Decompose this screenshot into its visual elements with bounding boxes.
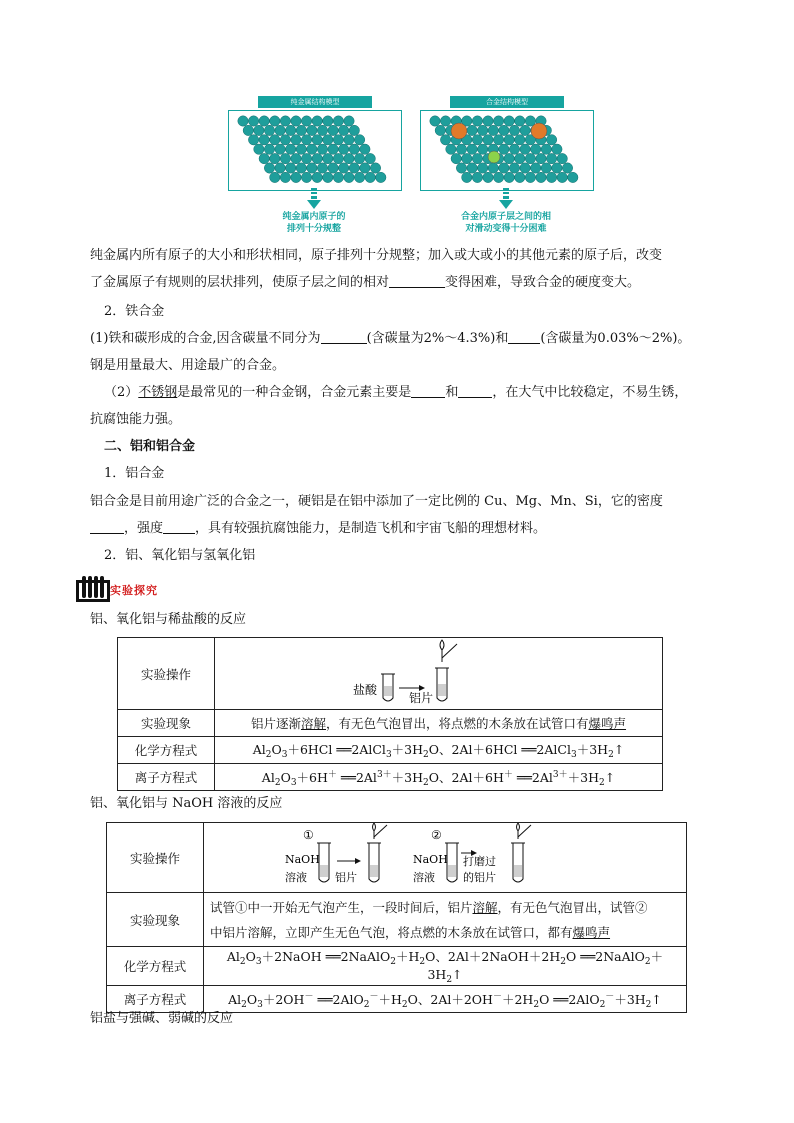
- caption-line: 合金内原子层之间的相: [460, 212, 551, 222]
- atom-ball: [317, 144, 327, 154]
- atom-ball: [301, 153, 311, 163]
- naoh-label: NaOH: [285, 853, 320, 866]
- atom-ball: [488, 163, 498, 173]
- operation-cell: [215, 638, 663, 710]
- atom-ball: [370, 163, 380, 173]
- atom-ball: [259, 135, 269, 145]
- atom-ball: [478, 144, 488, 154]
- atom-ball: [333, 172, 343, 182]
- naoh-reaction-table: [106, 822, 687, 1013]
- atom-ball: [467, 163, 477, 173]
- atom-ball: [552, 144, 562, 154]
- fill-blank[interactable]: [411, 383, 445, 398]
- atom-ball: [525, 153, 535, 163]
- polished-label: 打磨过: [463, 855, 496, 868]
- atom-ball: [344, 135, 354, 145]
- atom-ball: [478, 163, 488, 173]
- atom-ball: [520, 163, 530, 173]
- pure-metal-figure: [228, 96, 402, 191]
- atom-ball: [296, 144, 306, 154]
- table-row: [107, 947, 687, 986]
- text-span: 铝片逐渐: [250, 716, 301, 731]
- atom-ball: [248, 116, 258, 126]
- atom-ball: [349, 144, 359, 154]
- polished-label: 的铝片: [463, 871, 496, 884]
- atom-ball: [488, 125, 498, 135]
- table-row: [107, 823, 687, 893]
- foreign-atom-ball: [531, 123, 547, 139]
- atom-ball: [312, 153, 322, 163]
- atom-ball: [462, 172, 472, 182]
- alloy-caption: [426, 211, 586, 235]
- atom-ball: [568, 172, 578, 182]
- atom-ball: [531, 144, 541, 154]
- atom-ball: [546, 153, 556, 163]
- atom-ball: [354, 135, 364, 145]
- text-span: ，强度: [124, 521, 164, 536]
- row-label: 化学方程式: [118, 737, 215, 764]
- atom-ball: [365, 172, 375, 182]
- pure-metal-figure-box: [228, 110, 402, 191]
- atom-ball: [493, 116, 503, 126]
- atom-ball: [312, 172, 322, 182]
- atom-ball: [472, 135, 482, 145]
- atom-ball: [467, 144, 477, 154]
- atom-ball: [509, 144, 519, 154]
- atom-ball: [291, 116, 301, 126]
- atom-ball: [312, 135, 322, 145]
- atom-ball: [323, 116, 333, 126]
- atom-ball: [307, 125, 317, 135]
- atom-ball: [472, 153, 482, 163]
- atom-ball: [354, 153, 364, 163]
- row-label: 实验操作: [118, 638, 215, 710]
- aluminum-label: 铝片: [335, 871, 357, 884]
- tube-number: ②: [431, 828, 442, 842]
- atom-ball: [312, 116, 322, 126]
- atom-ball: [536, 153, 546, 163]
- atom-ball: [504, 172, 514, 182]
- phenomenon-cell: [204, 893, 687, 947]
- atom-ball: [264, 125, 274, 135]
- table-row: [118, 710, 663, 737]
- atom-ball: [541, 144, 551, 154]
- experiment-badge-label: 实验探究: [110, 584, 158, 597]
- atom-ball: [328, 144, 338, 154]
- atom-ball: [557, 172, 567, 182]
- paragraph-line: 抗腐蚀能力强。: [90, 412, 182, 427]
- atom-ball: [493, 172, 503, 182]
- atom-ball: [286, 125, 296, 135]
- row-label: 实验现象: [118, 710, 215, 737]
- operation-cell: [204, 823, 687, 893]
- row-label: 实验现象: [107, 893, 204, 947]
- row-label: 化学方程式: [107, 947, 204, 986]
- naoh-apparatus-diagram: [285, 823, 605, 889]
- atom-ball: [515, 153, 525, 163]
- atom-ball: [259, 116, 269, 126]
- down-arrow-icon: [306, 188, 322, 210]
- atom-ball: [499, 163, 509, 173]
- atom-ball: [430, 116, 440, 126]
- text-span: ，在大气中比较稳定，不易生锈，: [492, 385, 688, 400]
- atom-ball: [557, 153, 567, 163]
- alloy-lattice: [421, 111, 593, 190]
- chemical-equation-cell: $Al_2O_3+2NaOH$ $══2NaAlO_2+H_2O$、$2Al+2NaOH+2H_2O$ $══2NaAlO_2+3H_2↑$: [204, 947, 687, 986]
- atom-ball: [344, 172, 354, 182]
- atom-ball: [238, 116, 248, 126]
- footer-heading: 铝盐与强碱、弱碱的反应: [90, 1011, 234, 1026]
- caption-line: 纯金属内原子的: [282, 212, 346, 222]
- ionic-equation-cell: $Al_2O_3+6H^+$ $══2Al^{3+}+3H_2O$、2Al＋6H＋ $══2Al^{3+}+3H_2↑$: [215, 764, 663, 791]
- atom-ball: [317, 163, 327, 173]
- atom-ball: [307, 144, 317, 154]
- atom-ball: [349, 163, 359, 173]
- test-tube-rack-icon: [76, 574, 110, 604]
- atom-ball: [270, 172, 280, 182]
- atom-ball: [291, 172, 301, 182]
- aluminum-label: 铝片: [408, 691, 433, 705]
- atom-ball: [339, 163, 349, 173]
- fill-blank[interactable]: [321, 329, 367, 344]
- atom-ball: [296, 125, 306, 135]
- row-label: 离子方程式: [107, 986, 204, 1013]
- pure-metal-lattice: [229, 111, 401, 190]
- pure-metal-figure-title: 纯金属结构模型: [258, 96, 372, 108]
- atom-ball: [333, 116, 343, 126]
- experiment-badge: [76, 574, 186, 604]
- table-row: [118, 737, 663, 764]
- atom-ball: [280, 172, 290, 182]
- atom-ball: [520, 144, 530, 154]
- paragraph-line: 铝合金是目前用途广泛的合金之一，硬铝是在铝中添加了一定比例的 Cu、Mg、Mn、Si，它的密度: [90, 494, 663, 509]
- atom-ball: [344, 116, 354, 126]
- atom-ball: [301, 135, 311, 145]
- fill-blank[interactable]: [389, 273, 445, 288]
- atom-ball: [301, 116, 311, 126]
- underlined-term: 爆鸣声: [588, 716, 627, 731]
- atom-ball: [456, 163, 466, 173]
- fill-blank[interactable]: [458, 383, 492, 398]
- text-span: (含碳量为0.03%～2%)。: [540, 331, 691, 346]
- ionic-equation-cell: $Al_2O_3+2OH^-$ $══2AlO_2^-+H_2O$、$2Al+2OH^-+2H_2O$ $══2AlO_2^-+3H_2↑$: [204, 986, 687, 1013]
- atom-ball: [323, 172, 333, 182]
- atom-ball: [339, 144, 349, 154]
- atom-ball: [275, 144, 285, 154]
- acid-apparatus-diagram: [349, 638, 529, 706]
- atom-ball: [270, 153, 280, 163]
- atom-ball: [462, 153, 472, 163]
- tube-number: ①: [303, 828, 314, 842]
- atom-ball: [264, 163, 274, 173]
- text-span: 中铝片溶解，立即产生无色气泡，将点燃的木条放在试管口，都有: [210, 924, 573, 940]
- atom-ball: [472, 172, 482, 182]
- text-span: 是最常见的一种合金钢，合金元素主要是: [177, 385, 412, 400]
- atom-ball: [254, 144, 264, 154]
- atom-ball: [515, 116, 525, 126]
- pure-metal-caption: [234, 211, 394, 235]
- underlined-term: 爆鸣声: [572, 924, 611, 940]
- fill-blank[interactable]: [163, 519, 195, 534]
- phenomenon-line: [210, 895, 680, 920]
- row-label: 离子方程式: [118, 764, 215, 791]
- text-span: ，具有较强抗腐蚀能力，是制造飞机和宇宙飞船的理想材料。: [195, 521, 547, 536]
- text-span: （2）: [104, 385, 139, 400]
- chemical-equation-cell: $Al_2O_3+6HCl$ $══2AlCl_3+3H_2O$、2Al＋6HCl $══2AlCl_3+3H_2↑$: [215, 737, 663, 764]
- atom-ball: [280, 116, 290, 126]
- atom-ball: [349, 125, 359, 135]
- section-heading-iron: 2．铁合金: [104, 304, 165, 319]
- atom-ball: [467, 125, 477, 135]
- alloy-figure-title: 合金结构模型: [450, 96, 564, 108]
- atom-ball: [509, 163, 519, 173]
- atom-ball: [248, 135, 258, 145]
- atom-ball: [483, 172, 493, 182]
- foreign-atom-ball: [488, 151, 500, 163]
- atom-ball: [286, 144, 296, 154]
- atom-ball: [552, 163, 562, 173]
- atom-ball: [446, 144, 456, 154]
- atom-ball: [440, 116, 450, 126]
- solution-label: 溶液: [285, 871, 307, 884]
- row-label: 实验操作: [107, 823, 204, 893]
- text-span: 变得困难，导致合金的硬度变大。: [445, 275, 641, 290]
- atom-ball: [360, 163, 370, 173]
- atom-ball: [504, 116, 514, 126]
- foreign-atom-ball: [451, 123, 467, 139]
- atom-ball: [478, 125, 488, 135]
- atom-ball: [451, 153, 461, 163]
- atom-ball: [275, 163, 285, 173]
- atom-ball: [317, 125, 327, 135]
- text-span: (含碳量为2%～4.3%)和: [366, 331, 509, 346]
- atom-ball: [280, 153, 290, 163]
- atom-ball: [296, 163, 306, 173]
- atom-ball: [504, 135, 514, 145]
- atom-ball: [515, 135, 525, 145]
- text-span: 了金属原子有规则的层状排列，使原子层之间的相对: [90, 275, 390, 290]
- atom-ball: [435, 125, 445, 135]
- atom-ball: [499, 144, 509, 154]
- atom-ball: [536, 172, 546, 182]
- atom-ball: [365, 153, 375, 163]
- text-span: 试管①中一开始无气泡产生，一段时间后，铝片: [210, 899, 473, 915]
- atom-ball: [546, 135, 556, 145]
- paragraph-line: [104, 379, 687, 406]
- atom-ball: [328, 125, 338, 135]
- atom-ball: [509, 125, 519, 135]
- atom-ball: [504, 153, 514, 163]
- atom-ball: [499, 125, 509, 135]
- phenomenon-line: [210, 920, 680, 945]
- subheading-aluminum-compounds: 2．铝、氧化铝与氢氧化铝: [104, 548, 256, 563]
- atom-ball: [531, 163, 541, 173]
- atom-ball: [562, 163, 572, 173]
- table-row: [118, 638, 663, 710]
- acid-reaction-table: [117, 637, 663, 791]
- underlined-term: 溶解: [472, 899, 498, 915]
- underlined-term: 溶解: [300, 716, 326, 731]
- atom-ball: [333, 135, 343, 145]
- atom-ball: [360, 144, 370, 154]
- atom-ball: [472, 116, 482, 126]
- caption-line: 对滑动变得十分困难: [465, 224, 547, 234]
- alloy-figure: [420, 96, 594, 191]
- atom-ball: [493, 135, 503, 145]
- section-heading-aluminum: 二、铝和铝合金: [104, 439, 196, 454]
- atom-ball: [546, 172, 556, 182]
- atom-ball: [275, 125, 285, 135]
- atom-ball: [270, 116, 280, 126]
- atom-ball: [483, 135, 493, 145]
- atom-ball: [440, 135, 450, 145]
- atom-ball: [291, 135, 301, 145]
- fill-blank[interactable]: [508, 329, 540, 344]
- down-arrow-icon: [498, 188, 514, 210]
- fill-blank[interactable]: [90, 519, 124, 534]
- atom-ball: [307, 163, 317, 173]
- atom-ball: [525, 172, 535, 182]
- text-span: ，有无色气泡冒出，将点燃的木条放在试管口有: [326, 716, 589, 731]
- atom-ball: [333, 153, 343, 163]
- table-title: 铝、氧化铝与稀盐酸的反应: [90, 612, 247, 627]
- subheading-aluminum-alloy: 1．铝合金: [104, 466, 165, 481]
- atom-ball: [270, 135, 280, 145]
- table-title: 铝、氧化铝与 NaOH 溶液的反应: [90, 796, 283, 811]
- text-span: (1)铁和碳形成的合金,因含碳量不同分为: [90, 331, 321, 346]
- paragraph-line: 纯金属内所有原子的大小和形状相同，原子排列十分规整；加入或大或小的其他元素的原子后，改变: [90, 248, 663, 263]
- table-row: [118, 764, 663, 791]
- atom-ball: [376, 172, 386, 182]
- atom-ball: [259, 153, 269, 163]
- atom-ball: [515, 172, 525, 182]
- table-row: [107, 893, 687, 947]
- atom-ball: [483, 116, 493, 126]
- paragraph-line: 钢是用量最大、用途最广的合金。: [90, 358, 286, 373]
- paragraph-line: [90, 269, 640, 296]
- atom-ball: [291, 153, 301, 163]
- atom-ball: [243, 125, 253, 135]
- alloy-figure-box: [420, 110, 594, 191]
- solution-label: 溶液: [413, 871, 435, 884]
- atom-ball: [456, 144, 466, 154]
- atom-ball: [323, 153, 333, 163]
- text-span: 和: [445, 385, 459, 400]
- caption-line: 排列十分规整: [286, 224, 341, 234]
- atom-ball: [339, 125, 349, 135]
- atom-ball: [280, 135, 290, 145]
- underlined-term: 不锈钢: [138, 385, 178, 400]
- atom-ball: [254, 125, 264, 135]
- atom-ball: [301, 172, 311, 182]
- acid-label: 盐酸: [352, 683, 377, 697]
- atom-ball: [520, 125, 530, 135]
- naoh-label: NaOH: [413, 853, 448, 866]
- atom-ball: [323, 135, 333, 145]
- atom-ball: [354, 172, 364, 182]
- atom-ball: [264, 144, 274, 154]
- text-span: ，有无色气泡冒出，试管②: [497, 899, 648, 915]
- atom-ball: [328, 163, 338, 173]
- paragraph-line: [90, 515, 546, 542]
- phenomenon-cell: [215, 710, 663, 737]
- atom-ball: [344, 153, 354, 163]
- atom-ball: [541, 163, 551, 173]
- paragraph-line: [90, 325, 690, 352]
- atom-ball: [286, 163, 296, 173]
